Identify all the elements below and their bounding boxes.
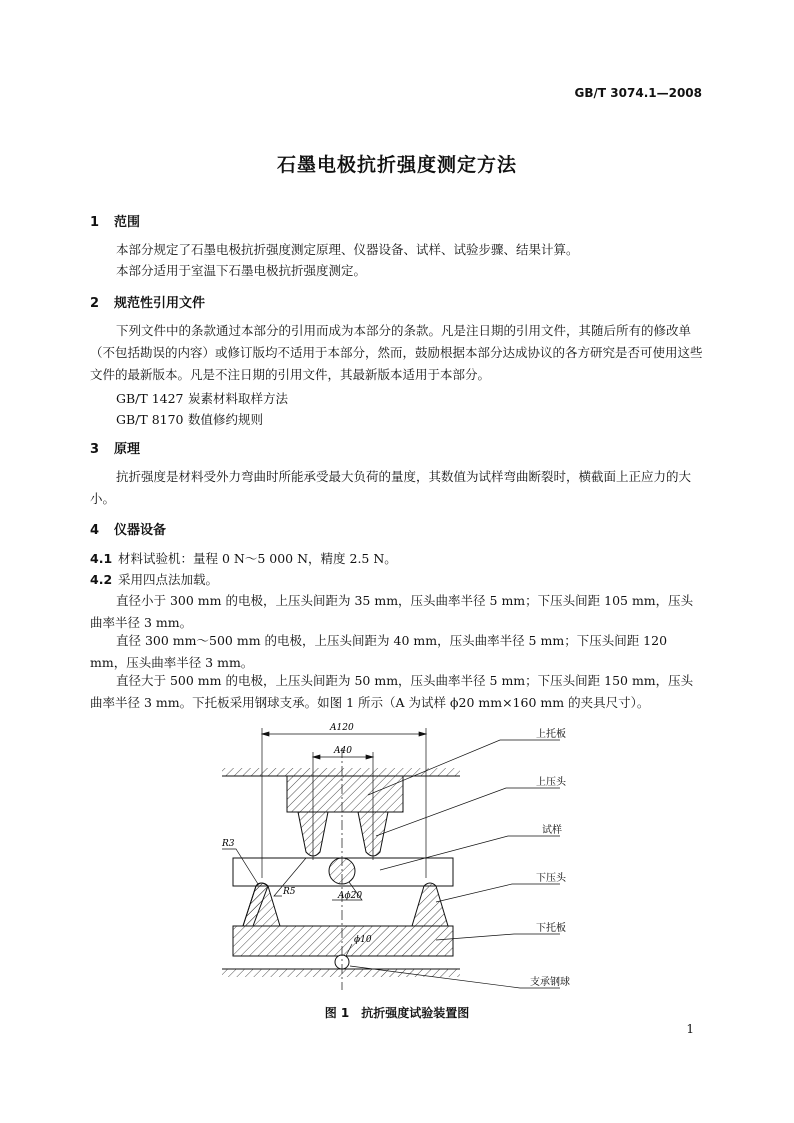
callout-steel-ball: 支承钢球 — [530, 977, 570, 988]
top-frame — [222, 768, 460, 776]
upper-plate — [287, 776, 403, 812]
section-4-para-b: 直径 300 mm～500 mm 的电极，上压头间距为 40 mm，压头曲率半径 5 mm；下压头间距 120 mm，压头曲率半径 3 mm。 — [90, 633, 668, 670]
reference-item — [116, 389, 288, 407]
lower-plate — [233, 926, 453, 956]
section-3-para: 抗折强度是材料受外力弯曲时所能承受最大负荷的量度，其数值为试样弯曲断裂时，横截面上正应力的大小。 — [90, 469, 692, 506]
section-2-heading — [90, 292, 205, 311]
reference-title: 数值修约规则 — [188, 412, 264, 427]
section-1-para-1: 本部分规定了石墨电极抗折强度测定原理、仪器设备、试样、试验步骤、结果计算。 — [116, 242, 579, 257]
reference-title: 炭素材料取样方法 — [188, 391, 289, 406]
reference-code: GB/T 1427 — [116, 391, 184, 406]
section-number: 2 — [90, 296, 100, 311]
callout-upper-plate: 上托板 — [536, 729, 566, 740]
section-number: 1 — [90, 215, 100, 230]
lower-head-right — [412, 883, 448, 926]
section-3-heading — [90, 438, 140, 457]
clause-4-1 — [90, 549, 397, 567]
page-number: 1 — [686, 1022, 694, 1036]
section-4-para-a: 直径小于 300 mm 的电极，上压头间距为 35 mm，压头曲率半径 5 mm；下压头间距 105 mm，压头曲率半径 3 mm。 — [90, 593, 694, 630]
callout-upper-head: 上压头 — [536, 777, 566, 788]
section-1-para-2: 本部分适用于室温下石墨电极抗折强度测定。 — [116, 263, 367, 278]
reference-item — [116, 410, 263, 428]
section-number: 3 — [90, 442, 100, 457]
callout-lower-plate: 下托板 — [536, 923, 566, 934]
callout-specimen: 试样 — [542, 825, 562, 836]
document-title: 石墨电极抗折强度测定方法 — [276, 154, 517, 176]
figure-title: 抗折强度试验装置图 — [361, 1006, 470, 1020]
section-2-para: 下列文件中的条款通过本部分的引用而成为本部分的条款。凡是注日期的引用文件，其随后所有的修改单（不包括勘误的内容）或修订版均不适用于本部分，然而，鼓励根据本部分达成协议的各方研究是否可使用这些文件的最新版本。凡是不注日期的引用文件，其最新版本适用于本部分。 — [90, 323, 703, 382]
callout-lower-head: 下压头 — [536, 873, 566, 884]
section-title: 仪器设备 — [114, 523, 167, 538]
section-title: 规范性引用文件 — [114, 296, 206, 311]
lower-head-left-body — [243, 883, 280, 926]
section-number: 4 — [90, 523, 100, 538]
section-title: 原理 — [114, 442, 141, 457]
dim-label-a20: Aϕ20 — [338, 891, 363, 901]
dim-label-d10: ϕ10 — [354, 935, 372, 945]
standard-number: GB/T 3074.1—2008 — [574, 86, 702, 100]
section-4-heading — [90, 519, 166, 538]
section-title: 范围 — [114, 215, 141, 230]
clause-text: 材料试验机：量程 0 N～5 000 N，精度 2.5 N。 — [118, 551, 397, 566]
reference-code: GB/T 8170 — [116, 412, 184, 427]
section-1-heading — [90, 211, 140, 230]
figure-number: 图 1 — [324, 1006, 350, 1020]
clause-number: 4.2 — [90, 572, 113, 587]
figure-caption — [0, 1004, 794, 1021]
dim-label-a120: A120 — [330, 723, 354, 733]
test-apparatus-diagram — [210, 718, 590, 1000]
dim-label-r3: R3 — [222, 839, 235, 849]
clause-text: 采用四点法加载。 — [118, 572, 219, 587]
dim-label-a40: A40 — [334, 746, 352, 756]
section-4-para-c: 直径大于 500 mm 的电极，上压头间距为 50 mm，压头曲率半径 5 mm；下压头间距 150 mm，压头曲率半径 3 mm。下托板采用钢球支承。如图 1 所示（A 为试样 ϕ20 mm×160 mm 的夹具尺寸）。 — [90, 673, 694, 710]
clause-number: 4.1 — [90, 551, 113, 566]
clause-4-2 — [90, 570, 218, 588]
dim-label-r5: R5 — [283, 887, 296, 897]
